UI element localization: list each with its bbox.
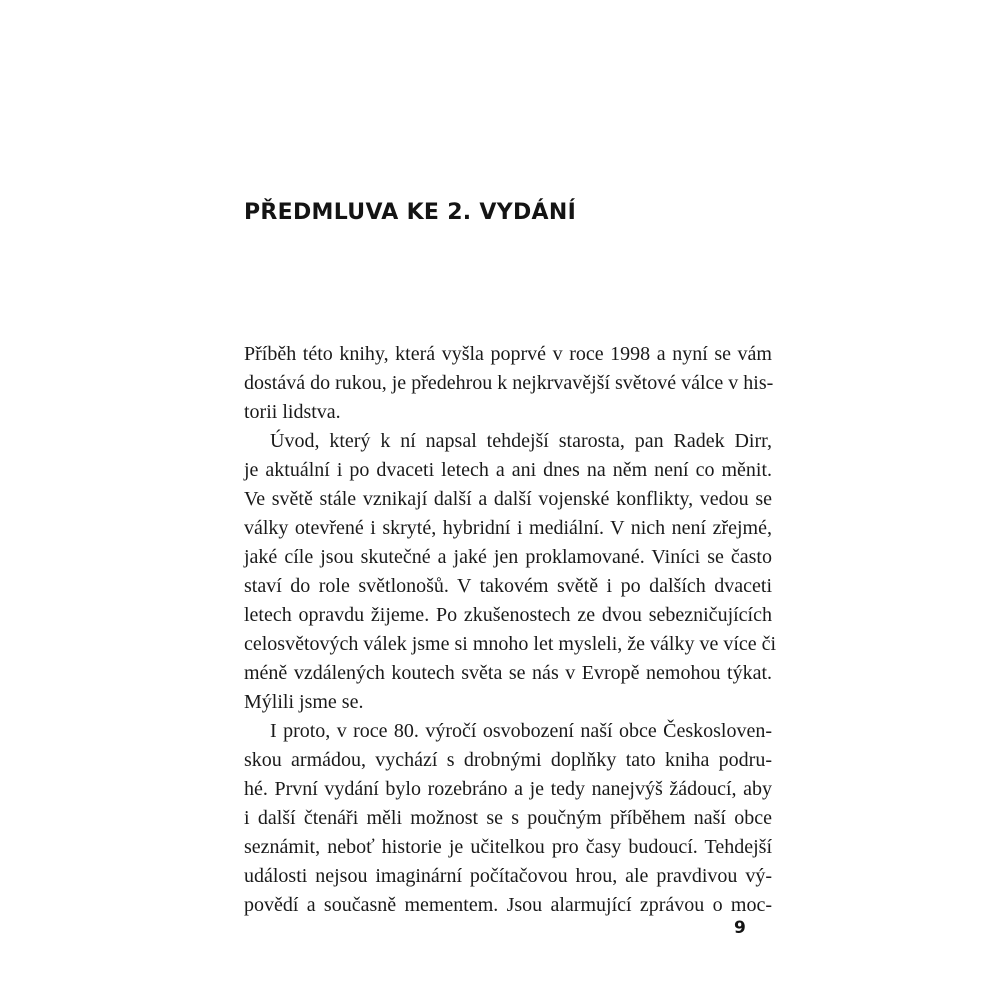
paragraph-2-line: méně vzdálených koutech světa se nás v Evropě nemohou týkat. <box>244 662 772 684</box>
paragraph-2-line: Úvod, který k ní napsal tehdejší starosta, pan Radek Dirr, <box>270 430 772 452</box>
paragraph-3-line: povědí a současně mementem. Jsou alarmující zprávou o moc- <box>244 894 772 916</box>
paragraph-3-line: i další čtenáři měli možnost se s poučným příběhem naší obce <box>244 807 772 829</box>
paragraph-2-line: války otevřené i skryté, hybridní i mediální. V nich není zřejmé, <box>244 517 772 539</box>
paragraph-2-line: Ve světě stále vznikají další a další vojenské konflikty, vedou se <box>244 488 772 510</box>
paragraph-1-line: dostává do rukou, je předehrou k nejkrvavější světové válce v his- <box>244 372 774 394</box>
paragraph-2-line: celosvětových válek jsme si mnoho let mysleli, že války ve více či <box>244 633 777 655</box>
paragraph-1-line: torii lidstva. <box>244 401 341 423</box>
paragraph-3-line: hé. První vydání bylo rozebráno a je tedy nanejvýš žádoucí, aby <box>244 778 772 800</box>
paragraph-2-line: Mýlili jsme se. <box>244 691 364 713</box>
paragraph-3-line: skou armádou, vychází s drobnými doplňky tato kniha podru- <box>244 749 772 771</box>
paragraph-2-line: letech opravdu žijeme. Po zkušenostech ze dvou sebezničujících <box>244 604 772 626</box>
page-number: 9 <box>734 918 746 938</box>
paragraph-3-line: události nejsou imaginární počítačovou hrou, ale pravdivou vý- <box>244 865 772 887</box>
paragraph-1-line: Příběh této knihy, která vyšla poprvé v roce 1998 a nyní se vám <box>244 343 772 365</box>
paragraph-3-line: I proto, v roce 80. výročí osvobození naší obce Českosloven- <box>270 720 772 742</box>
body-text <box>244 340 777 920</box>
paragraph-3-line: seznámit, neboť historie je učitelkou pro časy budoucí. Tehdejší <box>244 836 772 858</box>
chapter-heading: PŘEDMLUVA KE 2. VYDÁNÍ <box>244 200 577 225</box>
paragraph-2-line: je aktuální i po dvaceti letech a ani dnes na něm není co měnit. <box>244 459 772 481</box>
paragraph-2-line: staví do role světlonošů. V takovém světě i po dalších dvaceti <box>244 575 772 597</box>
paragraph-2-line: jaké cíle jsou skutečné a jaké jen proklamované. Viníci se často <box>244 546 772 568</box>
